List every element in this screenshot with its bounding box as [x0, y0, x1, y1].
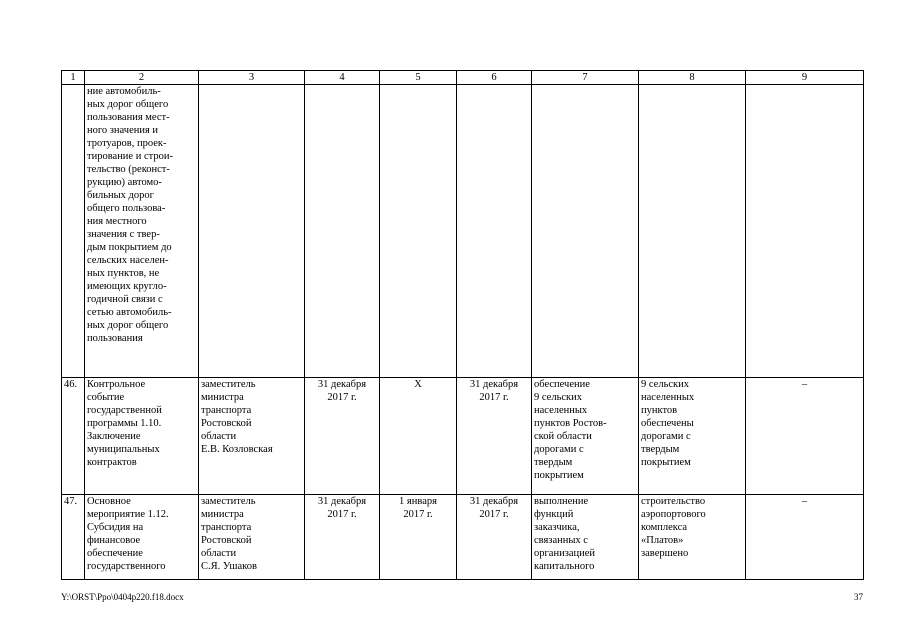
header-cell: 7 [532, 71, 639, 85]
header-cell: 4 [305, 71, 380, 85]
header-cell: 9 [746, 71, 864, 85]
actual-result-cell: 9 сельских населенных пунктов обеспечены дорогами с твердым покрытием [639, 378, 746, 495]
description-cell: Основное мероприятие 1.12. Субсидия на финансовое обеспечение государственного [85, 495, 199, 580]
header-cell: 5 [380, 71, 457, 85]
file-path-footer: Y:\ORST\Ppo\0404p220.f18.docx [61, 592, 184, 602]
notes-cell: – [746, 378, 864, 495]
responsible-cell: заместитель министра транспорта Ростовской области Е.В. Козловская [199, 378, 305, 495]
row-number: 47. [62, 495, 85, 580]
header-cell: 6 [457, 71, 532, 85]
end-date-cell: 31 декабря 2017 г. [457, 378, 532, 495]
header-cell: 2 [85, 71, 199, 85]
start-date-cell: 31 декабря 2017 г. [305, 378, 380, 495]
start-date-actual-cell: 1 января 2017 г. [380, 495, 457, 580]
row-number: 46. [62, 378, 85, 495]
planned-result-cell [532, 85, 639, 378]
header-cell: 8 [639, 71, 746, 85]
description-cell: Контрольное событие государственной программы 1.10. Заключение муниципальных контрактов [85, 378, 199, 495]
table-row-46 [62, 378, 864, 495]
header-cell: 1 [62, 71, 85, 85]
planned-result-cell: обеспечение 9 сельских населенных пунктов Ростов- ской области дорогами с твердым покрытием [532, 378, 639, 495]
start-date-actual-cell: Х [380, 378, 457, 495]
header-cell: 3 [199, 71, 305, 85]
responsible-cell [199, 85, 305, 378]
end-date-cell [457, 85, 532, 378]
program-table [61, 70, 864, 580]
table-row-47 [62, 495, 864, 580]
notes-cell: – [746, 495, 864, 580]
num-cell [62, 85, 85, 378]
planned-result-cell: выполнение функций заказчика, связанных с организацией капитального [532, 495, 639, 580]
header-row [62, 71, 864, 85]
notes-cell [746, 85, 864, 378]
page-number: 37 [854, 592, 863, 602]
table-row-continued [62, 85, 864, 378]
responsible-cell: заместитель министра транспорта Ростовской области С.Я. Ушаков [199, 495, 305, 580]
actual-result-cell: строительство аэропортового комплекса «Платов» завершено [639, 495, 746, 580]
description-cell: ние автомобиль- ных дорог общего пользования мест- ного значения и тротуаров, проек- тирование и строи- тельство (реконст- рукцию) автомо- бильных дорог общего пользова- ния местного значения с твер- дым покрытием до сельских населен- ных пунктов, не имеющих кругло- годичной связи с сетью автомобиль- ных дорог общего пользования [85, 85, 199, 378]
start-date-actual-cell [380, 85, 457, 378]
actual-result-cell [639, 85, 746, 378]
end-date-cell: 31 декабря 2017 г. [457, 495, 532, 580]
start-date-cell: 31 декабря 2017 г. [305, 495, 380, 580]
start-date-cell [305, 85, 380, 378]
